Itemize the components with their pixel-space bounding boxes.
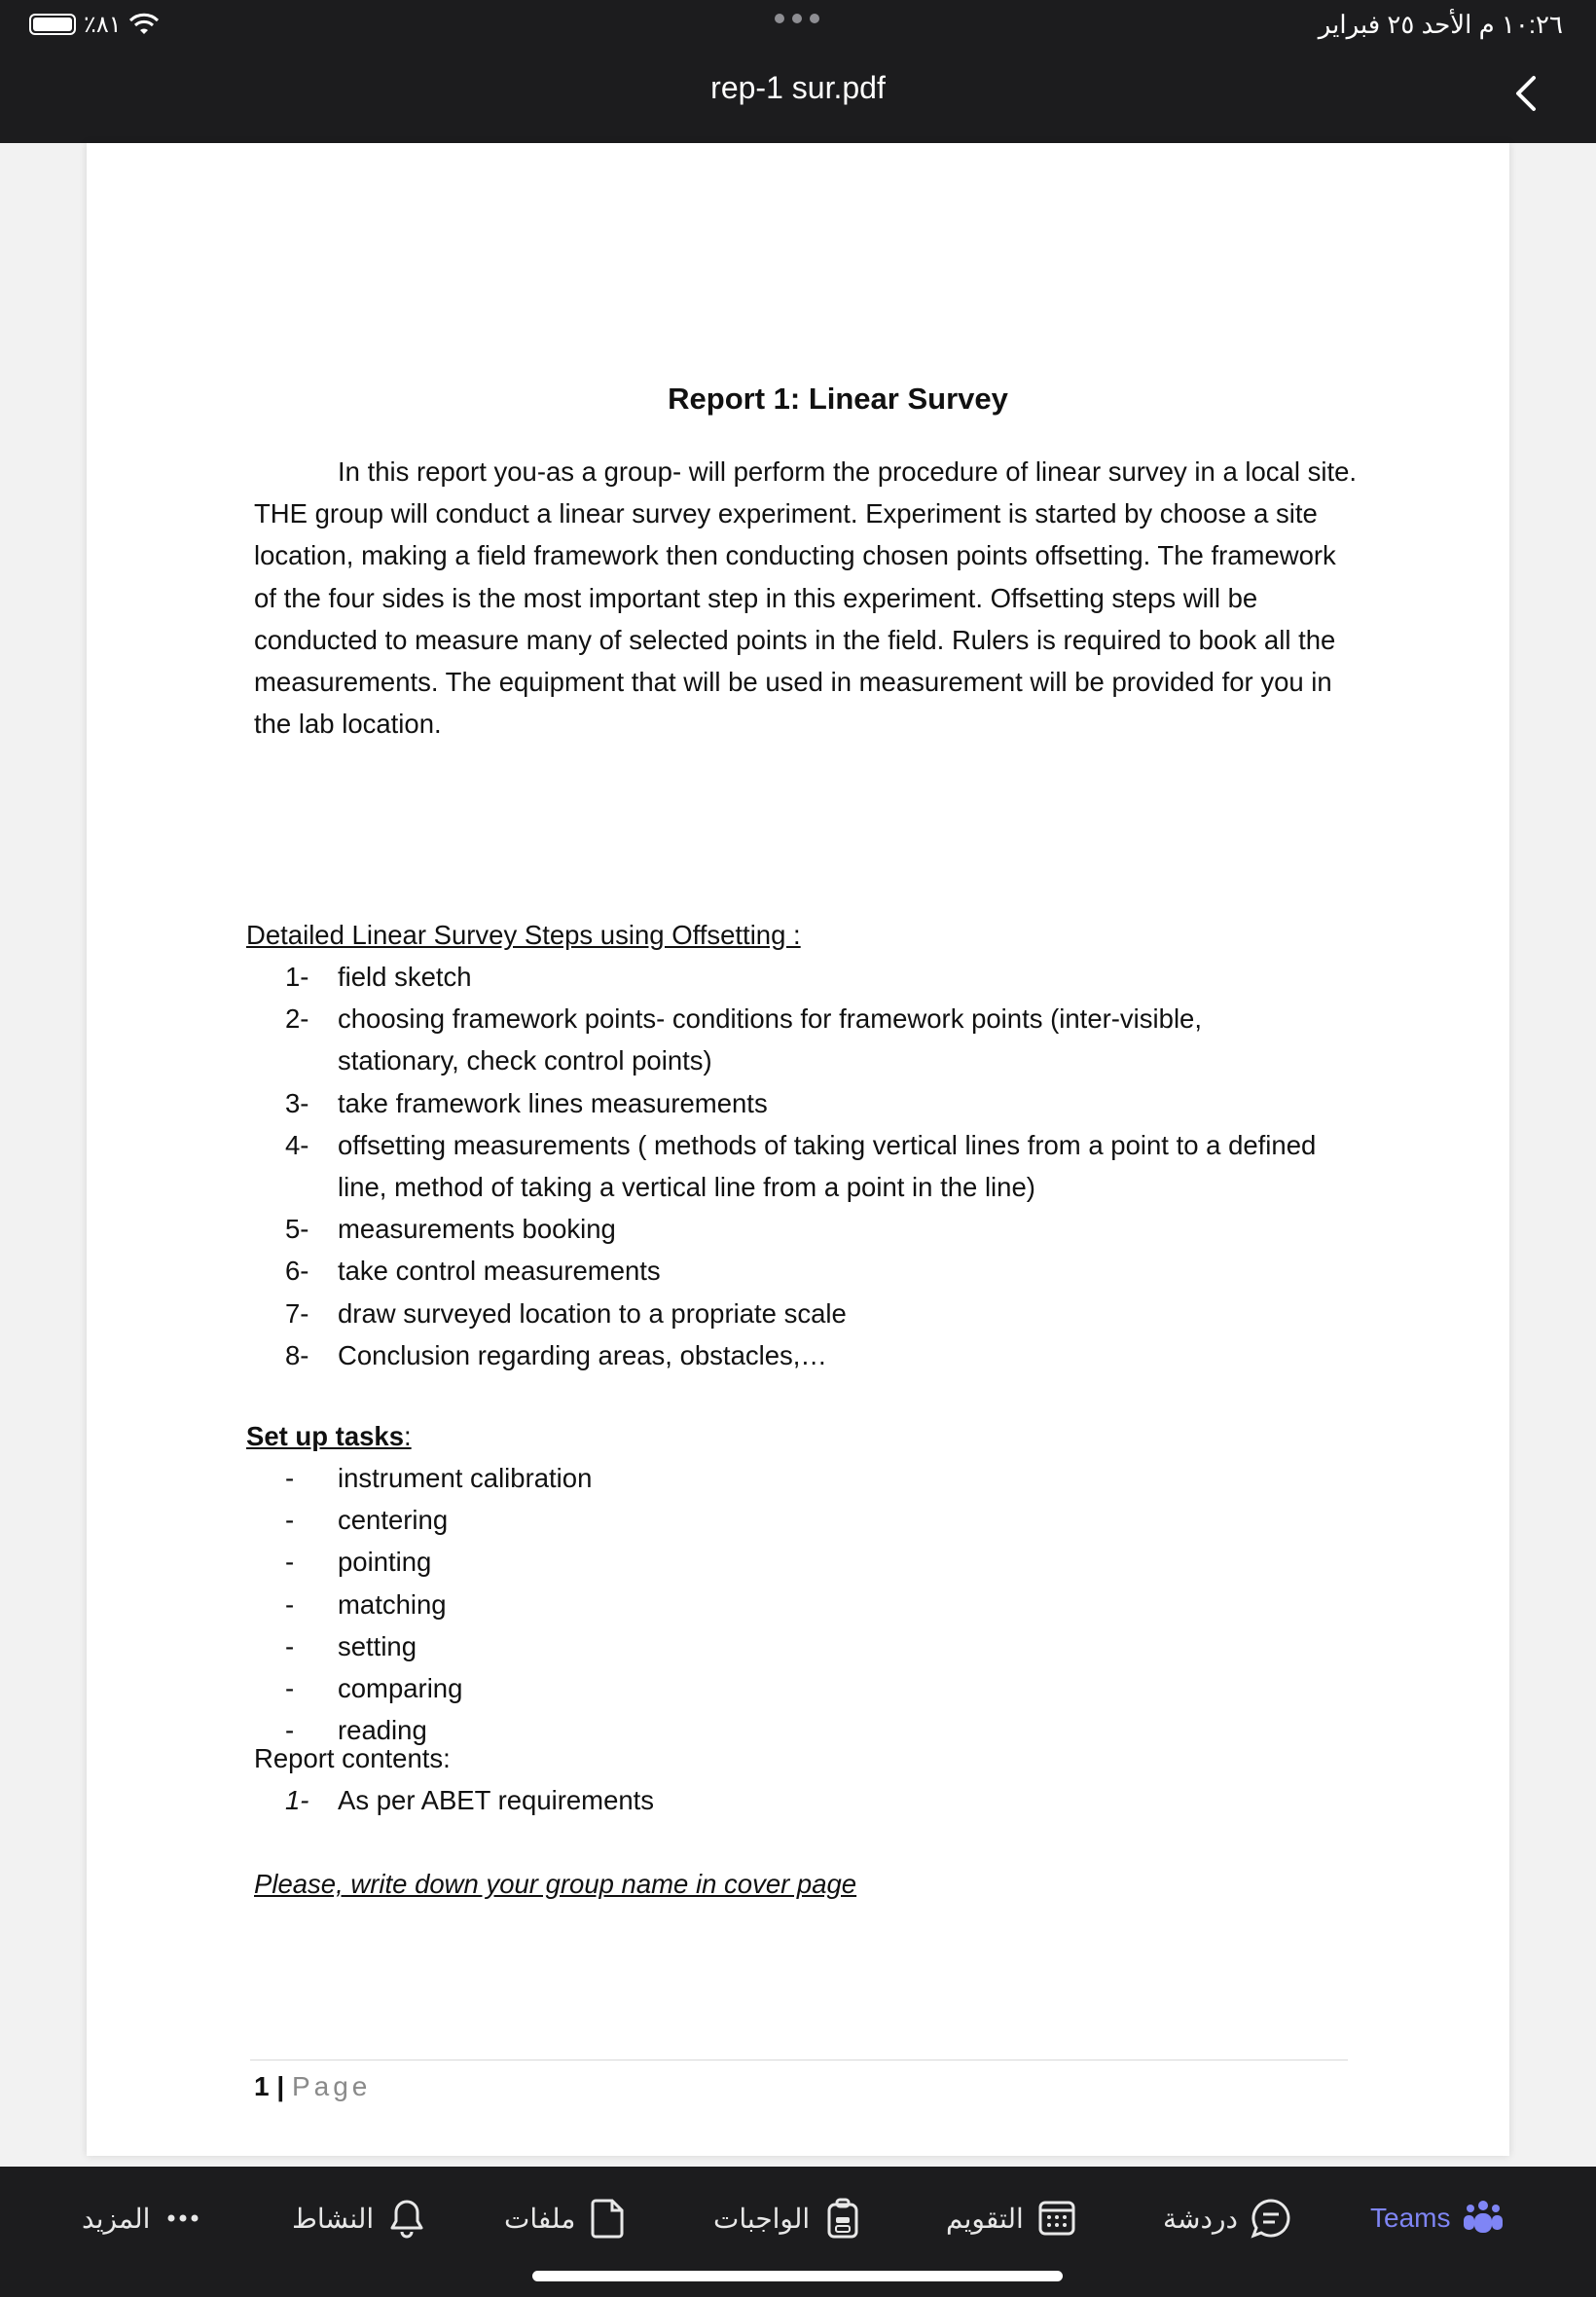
report-heading: Report 1: Linear Survey (668, 382, 1008, 416)
tab-files[interactable] (504, 2188, 630, 2248)
chat-icon (1250, 2197, 1292, 2240)
list-item: 4- offsetting measurements ( methods of taking vertical lines from a point to a defined line, method of taking a vertical line from a point in the line) (285, 1129, 1317, 1203)
group-name-note: Please, write down your group name in cover page (254, 1869, 857, 1899)
list-item: - instrument calibration (285, 1463, 593, 1493)
intro-line: measurements. The equipment that will be used in measurement will be provided for you in (254, 667, 1332, 698)
multitask-dots-icon[interactable] (775, 14, 819, 23)
intro-line: conducted to measure many of selected points in the field. Rulers is required to book all the (254, 624, 1336, 655)
list-item: - centering (285, 1505, 449, 1536)
tab-activity[interactable] (292, 2188, 428, 2248)
tab-calendar[interactable] (946, 2188, 1078, 2248)
intro-paragraph (254, 451, 1422, 745)
wifi-icon (129, 13, 159, 36)
list-item: 8- Conclusion regarding areas, obstacles,… (285, 1339, 827, 1370)
back-button[interactable] (1506, 72, 1549, 115)
intro-line: of the four sides is the most important step in this experiment. Offsetting steps will be (254, 582, 1258, 613)
page-word: Page (291, 2071, 372, 2101)
battery-icon (29, 14, 76, 35)
intro-line: location, making a field framework then conducting chosen points offsetting. The framework (254, 540, 1336, 571)
bell-icon (385, 2197, 428, 2240)
tab-more[interactable] (82, 2188, 204, 2248)
steps-heading: Detailed Linear Survey Steps using Offsetting : (246, 920, 801, 950)
contents-item: 1- As per ABET requirements (285, 1785, 655, 1815)
list-item: - reading (285, 1715, 427, 1746)
setup-heading: Set up tasks: (246, 1421, 412, 1451)
battery-percent: ٪٨١ (84, 11, 122, 38)
pdf-page[interactable] (87, 143, 1509, 2156)
tab-label: Teams (1370, 2203, 1451, 2233)
intro-line: the lab location. (254, 709, 442, 740)
home-indicator[interactable] (532, 2271, 1063, 2281)
teams-icon (1462, 2197, 1505, 2240)
list-item: 1- field sketch (285, 962, 472, 992)
status-left (29, 8, 159, 41)
tasks-list (254, 1457, 592, 1751)
tab-label: دردشة (1163, 2203, 1238, 2234)
tab-teams[interactable] (1370, 2188, 1505, 2248)
list-item: 5- measurements booking (285, 1214, 616, 1245)
page-footer: 1 | Page (254, 2071, 372, 2101)
list-item: 3- take framework lines measurements (285, 1087, 768, 1118)
calendar-icon (1035, 2197, 1078, 2240)
more-icon (162, 2197, 204, 2240)
top-bar (0, 0, 1596, 143)
assignments-icon (821, 2197, 864, 2240)
intro-line: THE group will conduct a linear survey experiment. Experiment is started by choose a site (254, 498, 1318, 529)
list-item: - matching (285, 1588, 447, 1620)
list-item: 2- choosing framework points- conditions for framework points (inter-visible, stationary, check control points) (285, 1003, 1202, 1076)
list-item: 6- take control measurements (285, 1256, 661, 1287)
list-item: - setting (285, 1630, 417, 1661)
steps-list (254, 956, 1422, 1376)
list-item: - comparing (285, 1673, 463, 1704)
page-number: 1 (254, 2071, 270, 2101)
tab-label: المزيد (82, 2203, 151, 2234)
tab-bar (0, 2167, 1596, 2297)
tab-label: التقويم (946, 2203, 1024, 2234)
intro-line: In this report you-as a group- will perform the procedure of linear survey in a local site. (338, 456, 1358, 487)
list-item: 7- draw surveyed location to a propriate scale (285, 1297, 847, 1329)
status-datetime: ١٠:٢٦ م الأحد ٢٥ فبراير (1318, 10, 1563, 39)
tab-label: النشاط (292, 2203, 375, 2234)
tab-label: الواجبات (713, 2203, 811, 2234)
tab-chat[interactable] (1163, 2188, 1292, 2248)
file-icon (587, 2197, 630, 2240)
document-title: rep-1 sur.pdf (710, 70, 886, 105)
tab-assignments[interactable] (713, 2188, 864, 2248)
tab-label: ملفات (504, 2203, 576, 2234)
contents-label: Report contents: (254, 1743, 451, 1773)
list-item: - pointing (285, 1547, 432, 1578)
